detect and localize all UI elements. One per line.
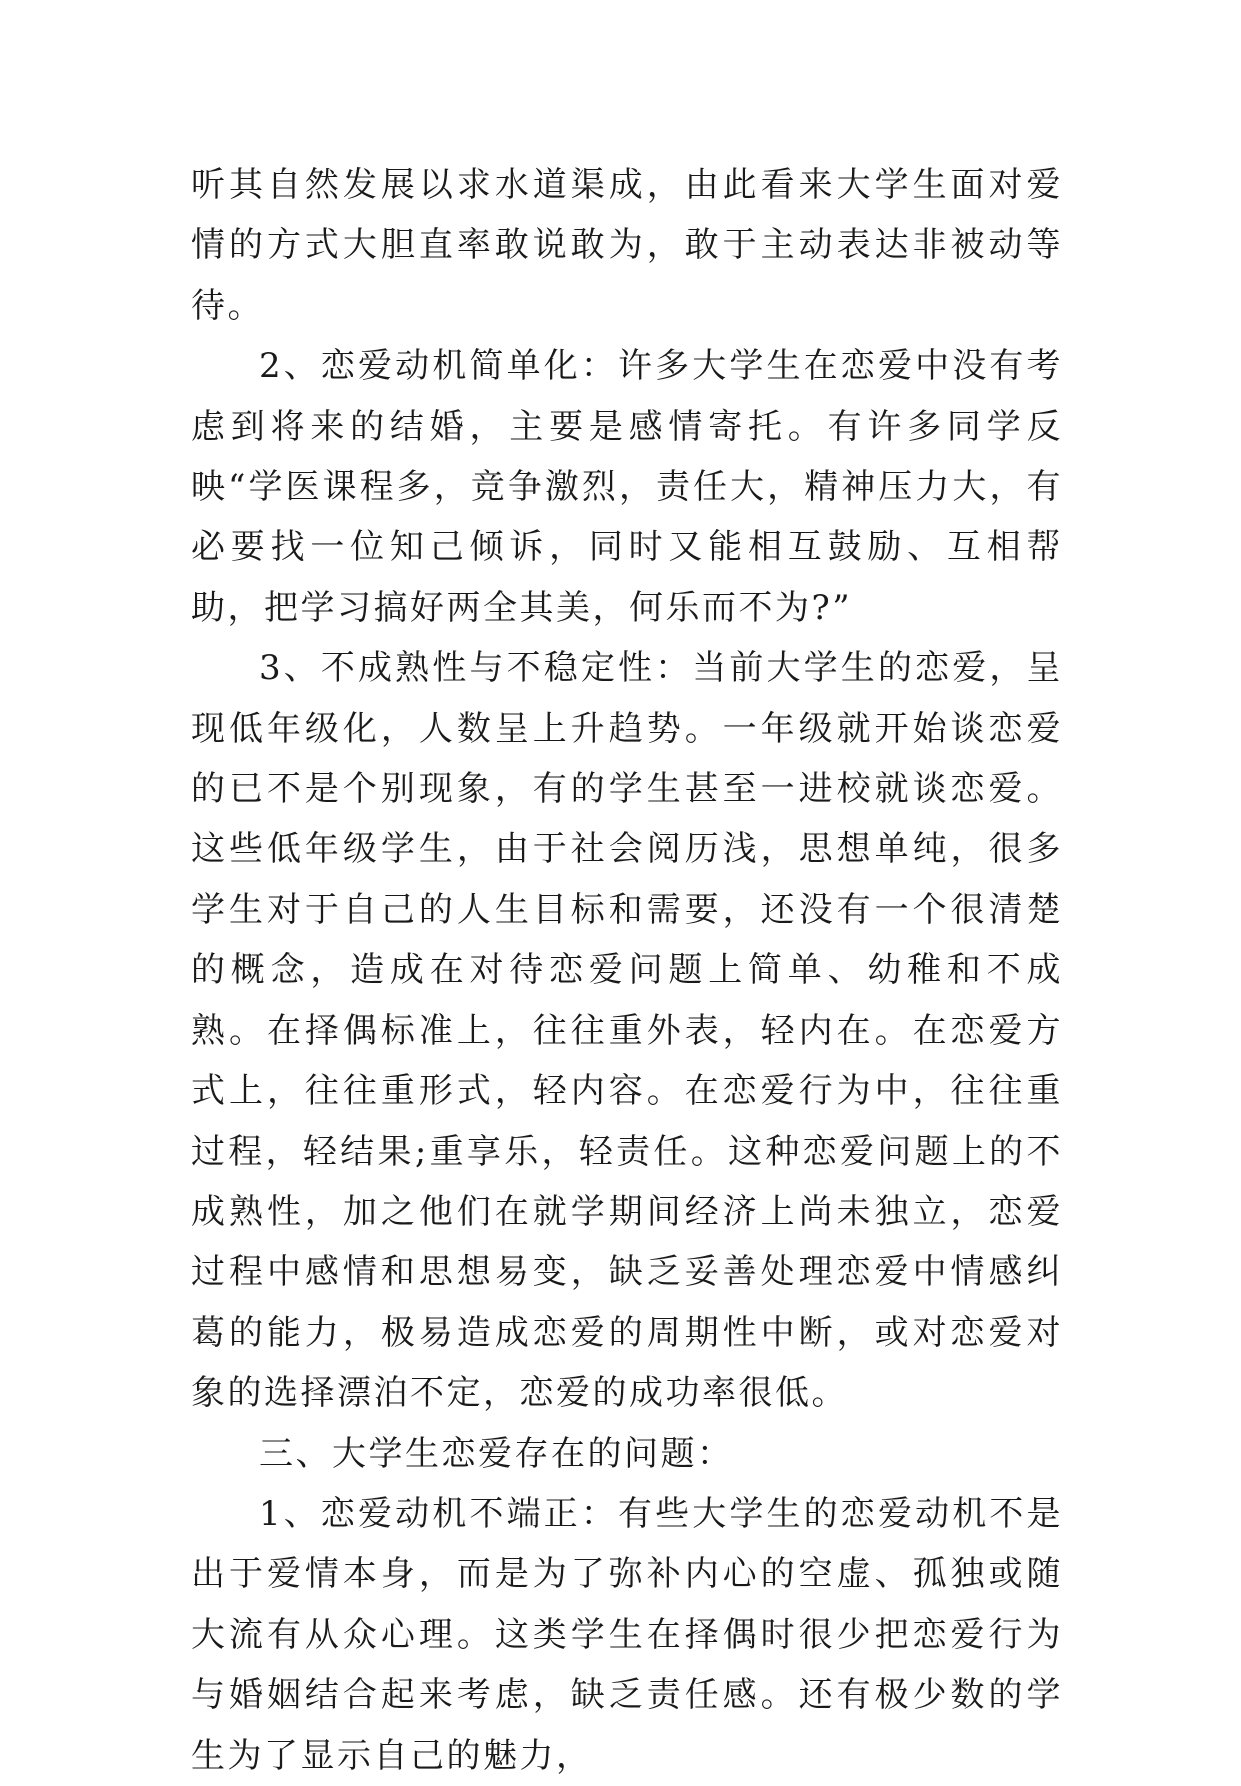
paragraph-improper-motive: 1、恋爱动机不端正：有些大学生的恋爱动机不是出于爱情本身，而是为了弥补内心的空虚、孤独或随大流有从众心理。这类学生在择偶时很少把恋爱行为与婚姻结合起来考虑，缺乏责任感。还有极少数的学生为了显示自己的魅力， bbox=[191, 1493, 1063, 1776]
section-heading-problems: 三、大学生恋爱存在的问题： bbox=[259, 1433, 734, 1474]
paragraph-immaturity-instability: 3、不成熟性与不稳定性：当前大学生的恋爱，呈现低年级化，人数呈上升趋势。一年级就开始谈恋爱的已不是个别现象，有的学生甚至一进校就谈恋爱。这些低年级学生，由于社会阅历浅，思想单纯，很多学生对于自己的人生目标和需要，还没有一个很清楚的概念，造成在对待恋爱问题上简单、幼稚和不成熟。在择偶标准上，往往重外表，轻内在。在恋爱方式上，往往重形式，轻内容。在恋爱行为中，往往重过程，轻结果;重享乐，轻责任。这种恋爱问题上的不成熟性，加之他们在就学期间经济上尚未独立，恋爱过程中感情和思想易变，缺乏妥善处理恋爱中情感纠葛的能力，极易造成恋爱的周期性中断，或对恋爱对象的选择漂泊不定，恋爱的成功率很低。 bbox=[191, 648, 1063, 1414]
paragraph-continuation: 听其自然发展以求水道渠成，由此看来大学生面对爱情的方式大胆直率敢说敢为，敢于主动表达非被动等待。 bbox=[191, 165, 1063, 326]
paragraph-love-motive-simple: 2、恋爱动机简单化：许多大学生在恋爱中没有考虑到将来的结婚，主要是感情寄托。有许多同学反映“学医课程多，竞争激烈，责任大，精神压力大，有必要找一位知己倾诉，同时又能相互鼓励、互相帮助，把学习搞好两全其美，何乐而不为?” bbox=[191, 346, 1063, 628]
document-body bbox=[191, 155, 1063, 1786]
